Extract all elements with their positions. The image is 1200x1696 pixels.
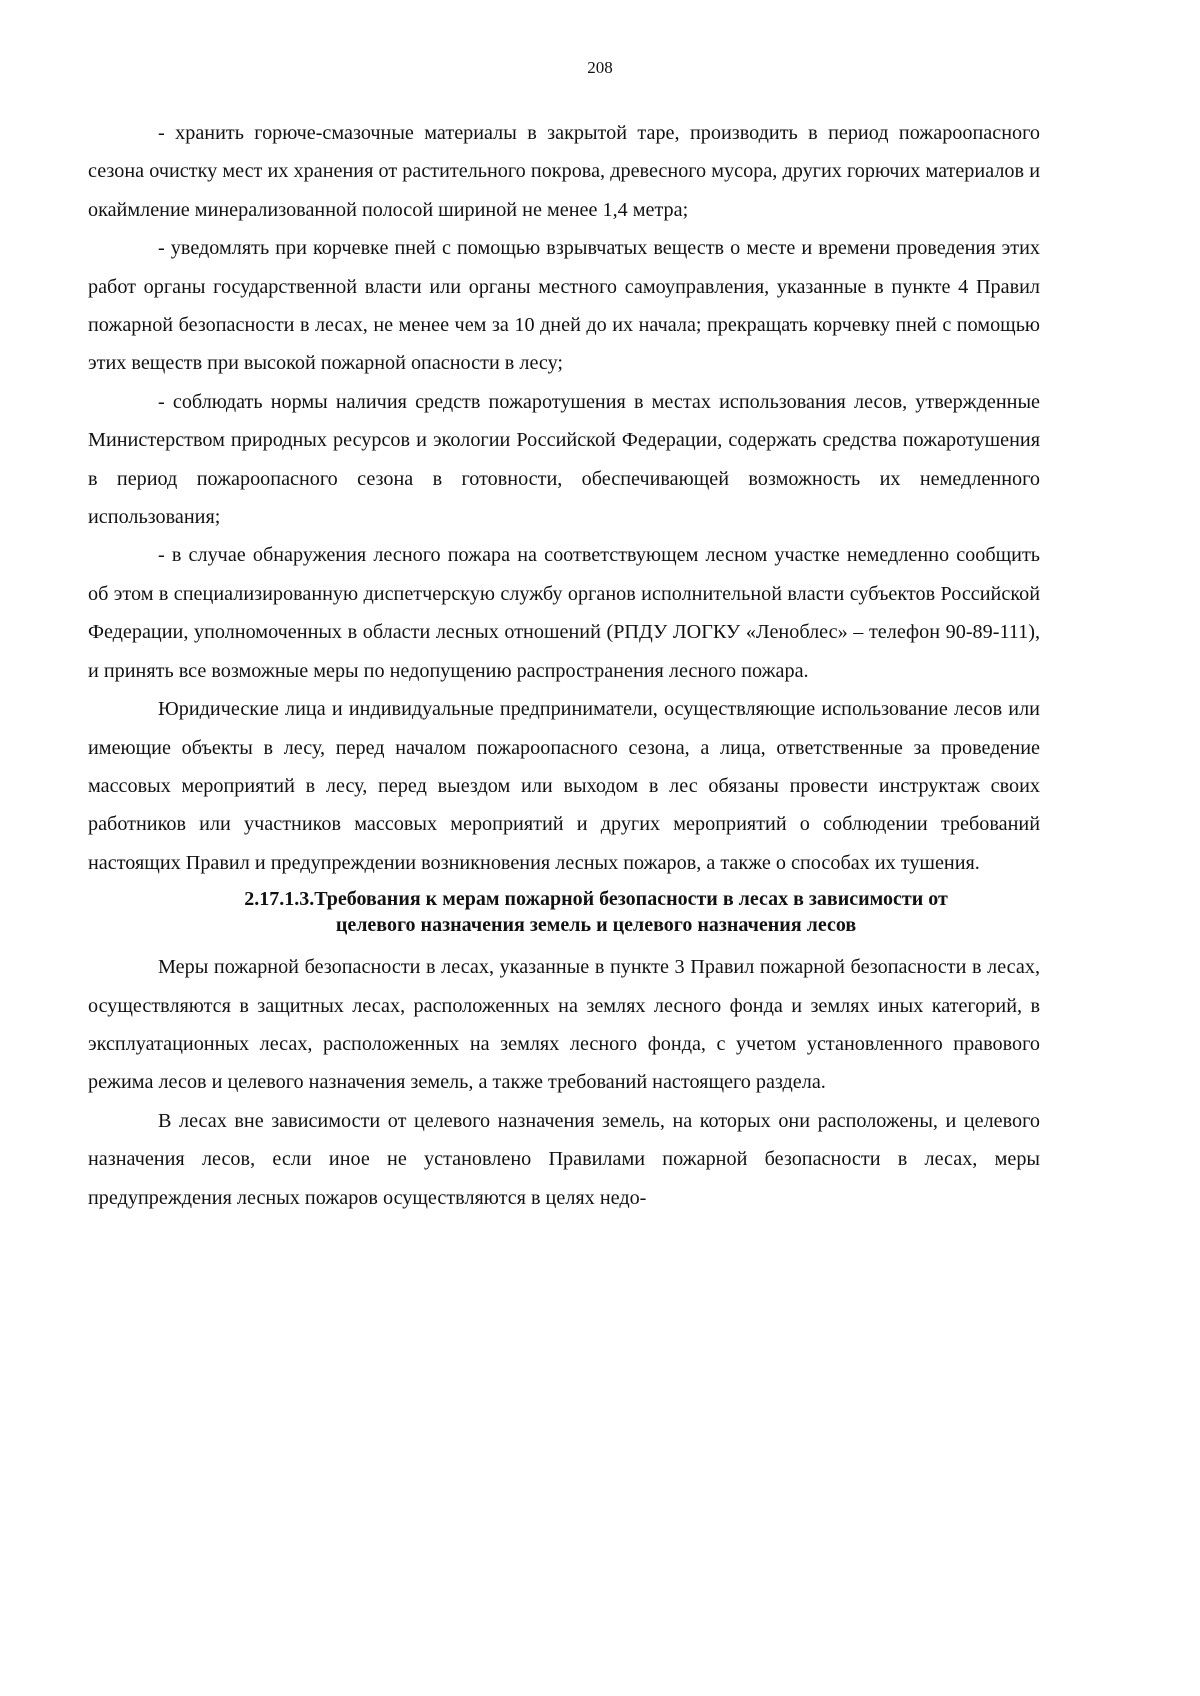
paragraph-fuel-storage: - хранить горюче-смазочные материалы в закрытой таре, производить в период пожароопасного сезона очистку мест их хранения от растительного покрова, древесного мусора, других горючих материалов и окаймление минерализованной полосой шириной не менее 1,4 метра; — [88, 122, 1040, 221]
paragraph-legal-entities-briefing: Юридические лица и индивидуальные предприниматели, осуществляющие использование лесов или имеющие объекты в лесу, перед началом пожароопасного сезона, а лица, ответственные за проведение массовых мероприятий в лесу, перед выездом или выходом в лес обязаны провести инструктаж своих работников или участников массовых мероприятий и других мероприятий о соблюдении требований настоящих Правил и предупреждении возникновения лесных пожаров, а также о способах их тушения. — [88, 698, 1040, 874]
page-number: 208 — [587, 58, 613, 77]
paragraph-protective-forests: Меры пожарной безопасности в лесах, указанные в пункте 3 Правил пожарной безопасности в лесах, осуществляются в защитных лесах, расположенных на землях лесного фонда и землях иных категорий, в эксплуатационных лесах, расположенных на землях лесного фонда, с учетом установленного правового режима лесов и целевого назначения земель, а также требований настоящего раздела. — [88, 956, 1040, 1094]
paragraph-prevention-measures: В лесах вне зависимости от целевого назначения земель, на которых они расположены, и целевого назначения лесов, если иное не установлено Правилами пожарной безопасности в лесах, меры предупреждения лесных пожаров осуществляются в целях недо- — [88, 1109, 1040, 1209]
paragraph-stump-removal-notice: - уведомлять при корчевке пней с помощью взрывчатых веществ о месте и времени проведения этих работ органы государственной власти или органы местного самоуправления, указанные в пункте 4 Правил пожарной безопасности в лесах, не менее чем за 10 дней до их начала; прекращать корчевку пней с помощью этих веществ при высокой пожарной опасности в лесу; — [88, 237, 1040, 375]
section-heading — [88, 886, 1040, 938]
paragraph-firefighting-equipment: - соблюдать нормы наличия средств пожаротушения в местах использования лесов, утвержденные Министерством природных ресурсов и экологии Российской Федерации, содержать средства пожаротушения в период пожароопасного сезона в готовности, обеспечивающей возможность их немедленного использования; — [88, 390, 1040, 529]
page-content — [88, 114, 1040, 1217]
section-heading-line-2: целевого назначения земель и целевого назначения лесов — [335, 914, 857, 937]
paragraph-fire-reporting: - в случае обнаружения лесного пожара на соответствующем лесном участке немедленно сообщить об этом в специализированную диспетчерскую службу органов исполнительной власти субъектов Российской Федерации, уполномоченных в области лесных отношений (РПДУ ЛОГКУ «Леноблес» – телефон 90-89-111), и принять все возможные меры по недопущению распространения лесного пожара. — [88, 544, 1040, 682]
section-heading-line-1: 2.17.1.3.Требования к мерам пожарной безопасности в лесах в зависимости от — [244, 888, 948, 911]
